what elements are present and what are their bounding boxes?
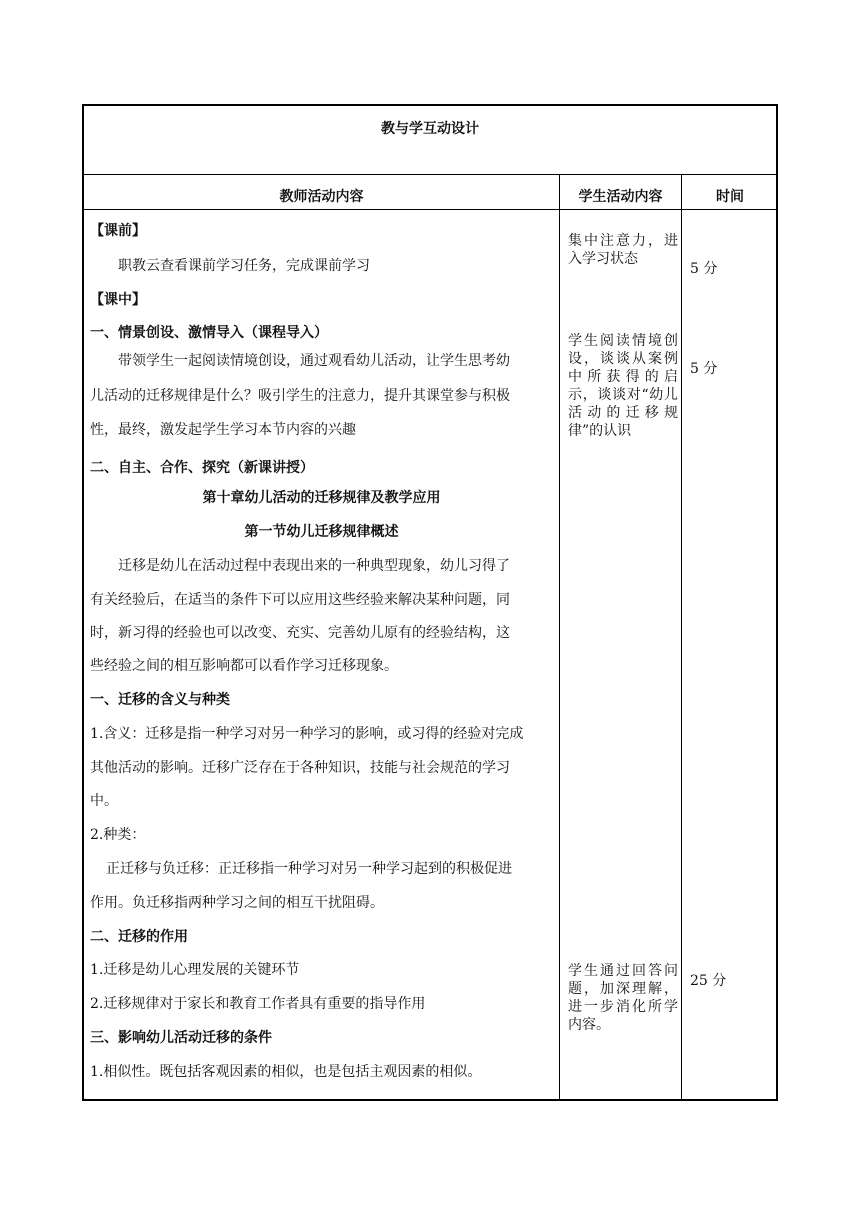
meaning-line-3: 中。 bbox=[90, 793, 118, 809]
student-activity-3: 学生通过回答问题，加深理解，进一步消化所学内容。 bbox=[568, 963, 678, 1033]
section-1-line-2: 儿活动的迁移规律是什么？吸引学生的注意力，提升其课堂参与积极 bbox=[90, 388, 510, 404]
types-line-2: 作用。负迁移指两种学习之间的相互干扰阻碍。 bbox=[90, 895, 384, 911]
role-item-1: 1.迁移是幼儿心理发展的关键环节 bbox=[90, 962, 300, 978]
table-title: 教与学互动设计 bbox=[381, 121, 479, 137]
section-1-line-3: 性，最终，激发起学生学习本节内容的兴趣 bbox=[90, 422, 356, 438]
header-row-divider bbox=[82, 209, 778, 210]
pre-class-text: 职教云查看课前学习任务，完成课前学习 bbox=[118, 258, 370, 274]
part-2-heading: 二、迁移的作用 bbox=[90, 929, 188, 945]
student-activity-2: 学生阅读情境创设，谈谈从案例中所获得的启示，谈谈对“幼儿活动的迁移规律”的认识 bbox=[568, 333, 678, 439]
section-1-heading: 一、情景创设、激情导入（课程导入） bbox=[90, 325, 328, 341]
in-class-heading: 【课中】 bbox=[90, 292, 146, 308]
time-2: 5 分 bbox=[690, 361, 718, 377]
section-1-line-1: 带领学生一起阅读情境创设，通过观看幼儿活动，让学生思考幼 bbox=[118, 353, 510, 369]
time-1: 5 分 bbox=[690, 261, 718, 277]
part-1-heading: 一、迁移的含义与种类 bbox=[90, 692, 230, 708]
header-teacher: 教师活动内容 bbox=[279, 189, 364, 205]
intro-line-2: 有关经验后，在适当的条件下可以应用这些经验来解决某种问题，同 bbox=[90, 592, 510, 608]
condition-item-1: 1.相似性。既包括客观因素的相似，也是包括主观因素的相似。 bbox=[90, 1064, 482, 1080]
student-activity-1: 集中注意力，进入学习状态 bbox=[568, 233, 678, 267]
title-row-divider bbox=[82, 174, 778, 175]
student-column-divider bbox=[681, 174, 682, 1101]
meaning-line-1: 1.含义：迁移是指一种学习对另一种学习的影响，或习得的经验对完成 bbox=[90, 726, 524, 742]
intro-line-1: 迁移是幼儿在活动过程中表现出来的一种典型现象，幼儿习得了 bbox=[118, 558, 510, 574]
time-3: 25 分 bbox=[690, 973, 727, 989]
chapter-title: 第十章幼儿活动的迁移规律及教学应用 bbox=[202, 490, 441, 506]
header-student: 学生活动内容 bbox=[578, 189, 663, 205]
pre-class-heading: 【课前】 bbox=[90, 223, 146, 239]
role-item-2: 2.迁移规律对于家长和教育工作者具有重要的指导作用 bbox=[90, 996, 426, 1012]
meaning-line-2: 其他活动的影响。迁移广泛存在于各种知识，技能与社会规范的学习 bbox=[90, 760, 510, 776]
intro-line-4: 些经验之间的相互影响都可以看作学习迁移现象。 bbox=[90, 658, 398, 674]
intro-line-3: 时，新习得的经验也可以改变、充实、完善幼儿原有的经验结构，这 bbox=[90, 625, 510, 641]
teacher-column-divider bbox=[559, 174, 560, 1101]
section-title: 第一节幼儿迁移规律概述 bbox=[244, 524, 399, 540]
part-3-heading: 三、影响幼儿活动迁移的条件 bbox=[90, 1030, 272, 1046]
types-line-1: 正迁移与负迁移：正迁移指一种学习对另一种学习起到的积极促进 bbox=[106, 861, 512, 877]
header-time: 时间 bbox=[716, 189, 744, 205]
types-heading: 2.种类： bbox=[90, 827, 146, 843]
section-2-heading: 二、自主、合作、探究（新课讲授） bbox=[90, 460, 314, 476]
